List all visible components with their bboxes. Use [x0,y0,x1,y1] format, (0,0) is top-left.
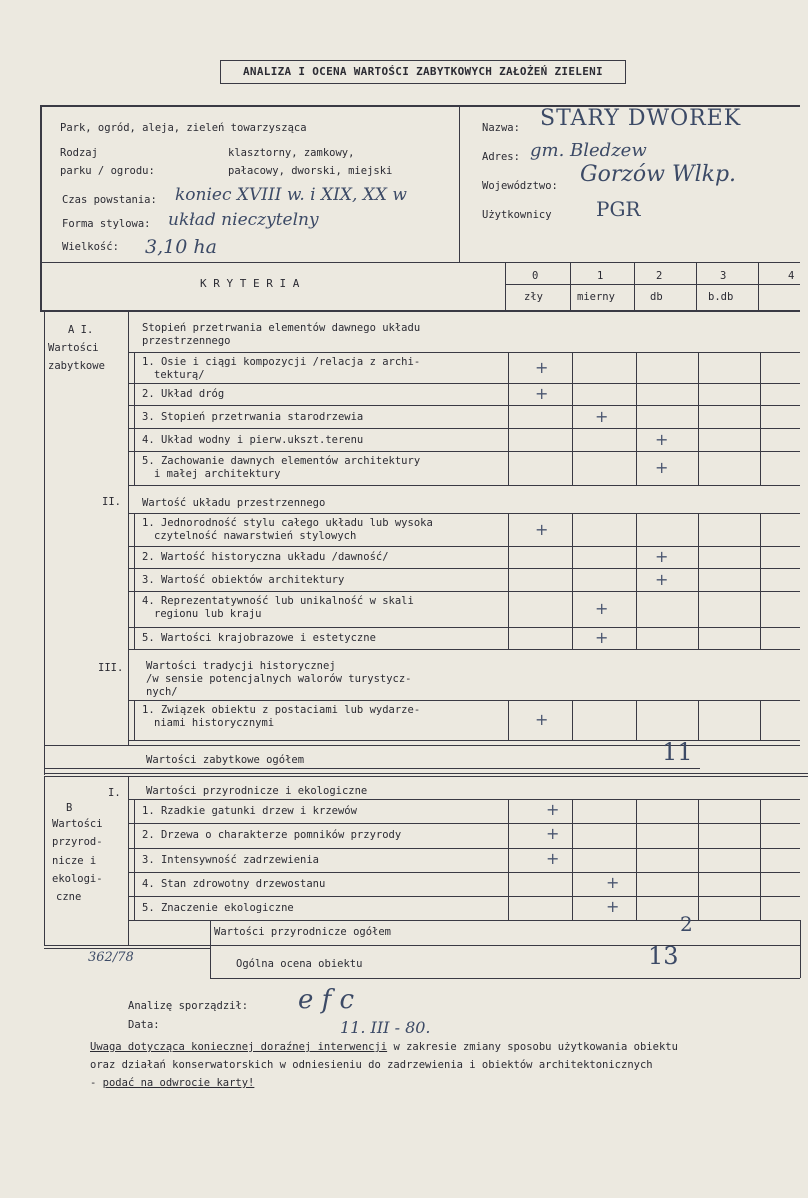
rule-vertical [698,405,699,428]
criterion-a-label-cont: tekturą/ [154,369,205,381]
rule-vertical [636,896,637,920]
rule-vertical [636,627,637,649]
criterion-a-label: 1. Osie i ciągi kompozycji /relacja z archi- [142,356,421,368]
rule-vertical [508,627,509,649]
rule-horizontal [128,920,800,921]
rule-horizontal [128,591,800,592]
criterion-a-label: 2. Wartość historyczna układu /dawność/ [142,551,389,563]
criterion-a-label: 1. Związek obiektu z postaciami lub wydarze- [142,704,421,716]
rule-horizontal [128,848,800,849]
rule-vertical [134,848,135,872]
group-3-title-1: Wartości tradycji historycznej [146,660,336,672]
rule-vertical [572,513,573,546]
score-3: 3 [720,270,727,282]
rule-vertical [508,896,509,920]
rule-vertical [134,872,135,896]
rule-horizontal [128,383,800,384]
rule-vertical [505,262,506,310]
rule-vertical [698,451,699,485]
rule-vertical [636,823,637,848]
rule-vertical [698,627,699,649]
rule-vertical [698,383,699,405]
section-a-label-2: Wartości [48,342,99,354]
group-2-title: Wartość układu przestrzennego [142,497,326,509]
rule-horizontal [128,428,800,429]
section-a-label-1: A I. [68,324,94,336]
rule-vertical [572,896,573,920]
rule-vertical [134,627,135,649]
score-mark: + [606,897,620,916]
name-value: STARY DWOREK [540,106,742,131]
rule-vertical [508,568,509,591]
rule-horizontal [128,649,800,650]
rule-horizontal [128,896,800,897]
rule-vertical [698,428,699,451]
score-mark: + [655,547,669,566]
address-value: gm. Bledzew [530,140,647,161]
rule-vertical [698,546,699,568]
criterion-a-label: 3. Wartość obiektów architektury [142,574,345,586]
criterion-b-label: 1. Rzadkie gatunki drzew i krzewów [142,805,357,817]
criterion-a-label-cont: regionu lub kraju [154,608,262,620]
rule-horizontal [128,872,800,873]
rule-vertical [696,262,697,310]
creation-time-label: Czas powstania: [62,194,157,206]
rule-horizontal [128,627,800,628]
rule-vertical [134,428,135,451]
rule-vertical [636,591,637,627]
prepared-by-label: Analizę sporządził: [128,1000,249,1012]
note-line-1-underlined: Uwaga dotycząca koniecznej doraźnej interwencji [90,1041,388,1053]
date-value: 11. III - 80. [340,1018,431,1037]
users-label: Użytkownicy [482,209,552,221]
rule-horizontal [128,352,800,353]
rule-vertical [760,848,761,872]
rule-horizontal [128,799,800,800]
group-1-title-1: Stopień przetrwania elementów dawnego układu [142,322,421,334]
rule-horizontal [128,823,800,824]
type-options-2: pałacowy, dworski, miejski [228,165,393,177]
rule-vertical [572,383,573,405]
rule-vertical [508,451,509,485]
rule-vertical [508,352,509,383]
rule-vertical [698,896,699,920]
rule-horizontal [44,773,808,774]
section-b-label-4: nicze i [52,855,97,867]
note-line-3-dash: - [90,1077,103,1089]
rule-vertical [800,920,801,978]
criterion-a-label-cont: niami historycznymi [154,717,275,729]
type-label-1: Park, ogród, aleja, zieleń towarzysząca [60,122,307,134]
rule-vertical [572,627,573,649]
rule-vertical [698,591,699,627]
overall-label: Ogólna ocena obiektu [236,958,363,970]
rule-horizontal [128,405,800,406]
rule-vertical [572,568,573,591]
type-options-1: klasztorny, zamkowy, [228,147,355,159]
score-mark: + [535,710,549,729]
criterion-b-label: 5. Znaczenie ekologiczne [142,902,294,914]
rule-vertical [698,568,699,591]
address-label: Adres: [482,151,520,163]
criterion-b-label: 2. Drzewa o charakterze pomników przyrody [142,829,402,841]
rule-vertical [508,848,509,872]
rule-horizontal [128,740,800,741]
rule-vertical [508,405,509,428]
criterion-a-label: 5. Zachowanie dawnych elementów architektury [142,455,421,467]
prepared-by-signature: e f c [298,985,355,1015]
rule-vertical [134,700,135,740]
criterion-a-label-cont: czytelność nawarstwień stylowych [154,530,357,542]
rule-vertical [760,627,761,649]
group-3-title-2: /w sensie potencjalnych walorów turystycz- [146,673,412,685]
rule-vertical [636,513,637,546]
rule-vertical [134,352,135,383]
rule-horizontal [40,310,800,312]
rule-vertical [760,405,761,428]
rule-vertical [44,776,45,945]
size-label: Wielkość: [62,241,119,253]
rule-vertical [572,872,573,896]
score-name-1: mierny [577,291,615,303]
group-2-num: II. [102,496,121,508]
score-mark: + [595,599,609,618]
rule-vertical [572,428,573,451]
voivodeship-value: Gorzów Wlkp. [580,162,737,187]
rule-vertical [508,799,509,823]
rule-vertical [134,405,135,428]
rule-vertical [636,799,637,823]
type-label-3: parku / ogrodu: [60,165,155,177]
score-mark: + [606,873,620,892]
score-0: 0 [532,270,539,282]
score-name-3: b.db [708,291,734,303]
nature-total-label: Wartości przyrodnicze ogółem [214,926,392,938]
rule-vertical [698,799,699,823]
section-b-title: Wartości przyrodnicze i ekologiczne [146,785,368,797]
rule-vertical [636,352,637,383]
rule-horizontal [210,945,800,946]
rule-vertical [636,546,637,568]
rule-vertical [760,872,761,896]
rule-vertical [760,451,761,485]
reference-number: 362/78 [88,950,134,965]
score-mark: + [595,407,609,426]
score-4: 4 [788,270,795,282]
score-mark: + [655,458,669,477]
rule-vertical [40,105,42,310]
rule-vertical [636,405,637,428]
rule-vertical [572,799,573,823]
rule-vertical [636,451,637,485]
heritage-total-label: Wartości zabytkowe ogółem [146,754,305,766]
rule-vertical [636,848,637,872]
rule-vertical [760,896,761,920]
rule-vertical [760,383,761,405]
criterion-a-label: 5. Wartości krajobrazowe i estetyczne [142,632,376,644]
rule-vertical [698,513,699,546]
section-b-label-1: B [66,802,73,814]
section-b-label-6: czne [56,891,82,903]
rule-vertical [572,546,573,568]
rule-vertical [698,352,699,383]
rule-horizontal [44,776,808,777]
score-1: 1 [597,270,604,282]
score-name-2: db [650,291,663,303]
rule-vertical [44,310,45,745]
group-3-num: III. [98,662,124,674]
rule-vertical [134,823,135,848]
rule-vertical [572,352,573,383]
score-mark: + [535,520,549,539]
rule-vertical [698,872,699,896]
type-label-2: Rodzaj [60,147,98,159]
section-b-label-2: Wartości [52,818,103,830]
rule-vertical [134,383,135,405]
score-mark: + [535,358,549,377]
rule-horizontal [44,768,700,769]
rule-vertical [134,799,135,823]
rule-horizontal [210,978,800,979]
rule-vertical [134,451,135,485]
criterion-a-label: 2. Układ dróg [142,388,225,400]
rule-vertical [508,872,509,896]
rule-vertical [508,823,509,848]
rule-vertical [508,700,509,740]
criterion-a-label-cont: i małej architektury [154,468,281,480]
score-mark: + [546,849,560,868]
note-line-1-rest: w zakresie zmiany sposobu użytkowania obiektu [387,1041,678,1053]
section-a-label-3: zabytkowe [48,360,105,372]
criterion-b-label: 3. Intensywność zadrzewienia [142,854,320,866]
size-value: 3,10 ha [145,236,217,258]
overall-value: 13 [648,942,679,970]
rule-vertical [636,383,637,405]
rule-horizontal [128,700,800,701]
rule-horizontal [128,451,800,452]
group-3-title-3: nych/ [146,686,178,698]
rule-vertical [636,700,637,740]
rule-vertical [760,591,761,627]
rule-vertical [508,513,509,546]
rule-vertical [636,872,637,896]
score-mark: + [546,824,560,843]
group-1-title-2: przestrzennego [142,335,231,347]
criterion-b-label: 4. Stan zdrowotny drzewostanu [142,878,326,890]
voivodeship-label: Województwo: [482,180,558,192]
rule-vertical [572,591,573,627]
rule-vertical [698,700,699,740]
section-b-label-5: ekologi- [52,873,103,885]
style-form-value: układ nieczytelny [168,210,319,230]
section-b-num: I. [108,787,121,799]
rule-vertical [634,262,635,310]
rule-vertical [128,310,129,745]
rule-vertical [760,799,761,823]
criterion-a-label: 4. Reprezentatywność lub unikalność w skali [142,595,414,607]
score-mark: + [535,384,549,403]
form-title: ANALIZA I OCENA WARTOŚCI ZABYTKOWYCH ZAŁOŻEŃ ZIELENI [220,60,626,84]
rule-vertical [760,513,761,546]
rule-vertical [572,700,573,740]
rule-horizontal [44,948,210,949]
rule-horizontal [128,513,800,514]
rule-horizontal [128,485,800,486]
rule-vertical [698,848,699,872]
criterion-a-label: 3. Stopień przetrwania starodrzewia [142,411,364,423]
rule-vertical [459,105,460,262]
creation-time-value: koniec XVIII w. i XIX, XX w [175,185,407,205]
rule-vertical [44,745,45,775]
score-mark: + [595,628,609,647]
rule-vertical [572,823,573,848]
rule-vertical [758,262,759,310]
criteria-label: K R Y T E R I A [200,277,300,290]
rule-vertical [134,546,135,568]
score-mark: + [655,430,669,449]
rule-vertical [760,700,761,740]
rule-vertical [572,451,573,485]
rule-vertical [760,428,761,451]
note-line-1 [90,1041,678,1053]
rule-vertical [760,352,761,383]
note-line-3 [90,1077,254,1089]
users-value: PGR [596,197,641,221]
section-b-label-3: przyrod- [52,836,103,848]
rule-vertical [572,848,573,872]
rule-vertical [698,823,699,848]
rule-vertical [134,568,135,591]
rule-vertical [508,546,509,568]
rule-vertical [508,591,509,627]
score-mark: + [655,570,669,589]
rule-vertical [210,920,211,978]
date-label: Data: [128,1019,160,1031]
note-line-3-underlined: podać na odwrocie karty! [102,1077,255,1089]
nature-total-value: 2 [680,912,693,936]
name-label: Nazwa: [482,122,520,134]
rule-vertical [508,383,509,405]
score-name-0: zły [524,291,543,303]
criterion-a-label: 1. Jednorodność stylu całego układu lub wysoka [142,517,433,529]
rule-horizontal [128,546,800,547]
score-2: 2 [656,270,663,282]
rule-vertical [636,568,637,591]
heritage-total-value: 11 [662,738,693,766]
note-line-2: oraz działań konserwatorskich w odniesieniu do zadrzewienia i obiektów architektonicznych [90,1059,653,1071]
rule-vertical [134,896,135,920]
rule-vertical [572,405,573,428]
rule-vertical [760,568,761,591]
rule-vertical [134,513,135,546]
rule-vertical [760,823,761,848]
rule-horizontal [505,284,800,285]
rule-horizontal [128,568,800,569]
style-form-label: Forma stylowa: [62,218,151,230]
rule-horizontal [40,262,800,263]
rule-vertical [760,546,761,568]
score-mark: + [546,800,560,819]
rule-vertical [636,428,637,451]
criterion-a-label: 4. Układ wodny i pierw.ukszt.terenu [142,434,364,446]
rule-vertical [508,428,509,451]
rule-vertical [134,591,135,627]
rule-vertical [570,262,571,310]
